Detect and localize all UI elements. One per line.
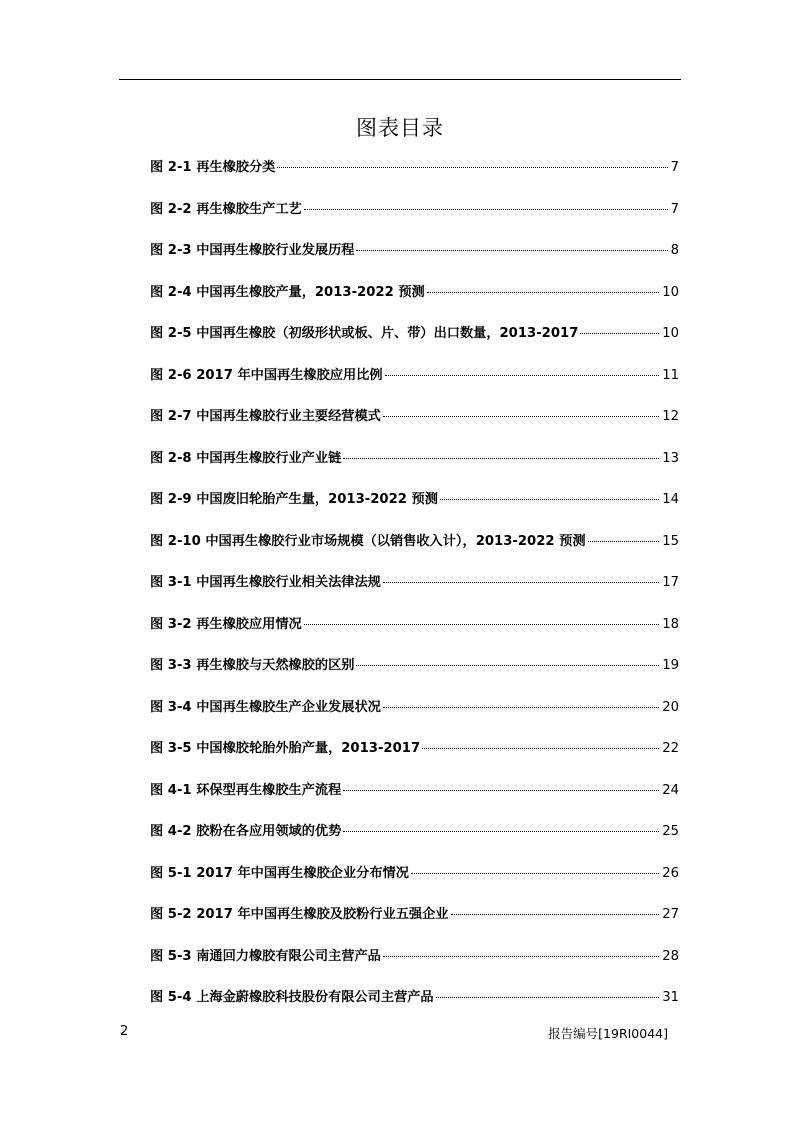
toc-dot-leader [304,624,660,625]
toc-entry-page-number[interactable]: 14 [662,492,679,507]
toc-entry-page-number[interactable]: 12 [662,409,679,424]
toc-entry-page-number[interactable]: 24 [662,782,679,798]
toc-entry-label[interactable]: 图 3-1 中国再生橡胶行业相关法律法规 [150,575,381,590]
toc-entry-page-number[interactable]: 7 [670,160,679,175]
toc-entry-label[interactable]: 图 3-3 再生橡胶与天然橡胶的区别 [150,658,355,673]
toc-entry-page-number[interactable]: 25 [662,824,679,839]
toc-dot-leader [343,790,659,791]
toc-entry-label[interactable]: 图 2-8 中国再生橡胶行业产业链 [150,450,342,466]
footer-page-number: 2 [120,1024,129,1039]
toc-dot-leader [588,541,660,542]
figure-toc-list [150,155,679,1027]
toc-dot-leader [436,997,660,998]
toc-entry[interactable] [150,570,679,612]
toc-entry-label[interactable]: 图 2-2 再生橡胶生产工艺 [150,201,302,217]
toc-entry-page-number[interactable]: 11 [662,367,679,383]
toc-dot-leader [383,956,659,957]
toc-entry-label[interactable]: 图 2-1 再生橡胶分类 [150,160,276,175]
header-rule [119,79,681,80]
toc-dot-leader [277,167,667,168]
toc-entry[interactable] [150,197,679,239]
page-title: 图表目录 [356,116,444,140]
toc-entry-label[interactable]: 图 2-3 中国再生橡胶行业发展历程 [150,243,355,258]
toc-entry-page-number[interactable]: 22 [662,741,679,756]
toc-dot-leader [343,458,659,459]
toc-entry-page-number[interactable]: 18 [662,616,679,632]
toc-entry[interactable] [150,653,679,695]
toc-entry-label[interactable]: 图 5-3 南通回力橡胶有限公司主营产品 [150,948,381,964]
toc-entry-page-number[interactable]: 27 [662,907,679,922]
toc-entry[interactable] [150,695,679,737]
toc-dot-leader [383,707,659,708]
toc-entry-page-number[interactable]: 8 [670,243,679,258]
toc-entry[interactable] [150,487,679,529]
toc-entry[interactable] [150,404,679,446]
toc-entry-page-number[interactable]: 28 [662,948,679,964]
toc-entry[interactable] [150,736,679,778]
toc-dot-leader [383,416,659,417]
toc-dot-leader [580,333,659,334]
toc-entry-label[interactable]: 图 3-4 中国再生橡胶生产企业发展状况 [150,699,381,715]
toc-dot-leader [383,582,659,583]
toc-entry[interactable] [150,985,679,1027]
toc-entry[interactable] [150,861,679,903]
toc-entry-label[interactable]: 图 2-4 中国再生橡胶产量，2013-2022 预测 [150,284,425,300]
toc-entry[interactable] [150,612,679,654]
toc-dot-leader [343,831,659,832]
toc-entry[interactable] [150,280,679,322]
toc-entry-page-number[interactable]: 10 [662,284,679,300]
toc-entry[interactable] [150,819,679,861]
toc-entry-page-number[interactable]: 10 [662,326,679,341]
toc-entry-page-number[interactable]: 13 [662,450,679,466]
toc-entry-label[interactable]: 图 2-6 2017 年中国再生橡胶应用比例 [150,367,383,383]
toc-entry-label[interactable]: 图 5-2 2017 年中国再生橡胶及胶粉行业五强企业 [150,907,449,922]
toc-dot-leader [427,292,659,293]
toc-entry[interactable] [150,155,679,197]
toc-entry-page-number[interactable]: 19 [662,658,679,673]
toc-entry[interactable] [150,238,679,280]
toc-entry-page-number[interactable]: 17 [662,575,679,590]
toc-dot-leader [422,748,659,749]
toc-entry[interactable] [150,902,679,944]
toc-entry-label[interactable]: 图 3-2 再生橡胶应用情况 [150,616,302,632]
toc-entry-label[interactable]: 图 2-10 中国再生橡胶行业市场规模（以销售收入计），2013-2022 预测 [150,533,586,549]
toc-entry[interactable] [150,363,679,405]
toc-entry-label[interactable]: 图 5-4 上海金蔚橡胶科技股份有限公司主营产品 [150,990,434,1005]
toc-dot-leader [440,499,659,500]
toc-dot-leader [411,873,659,874]
toc-entry-label[interactable]: 图 2-5 中国再生橡胶（初级形状或板、片、带）出口数量，2013-2017 [150,326,579,341]
toc-entry-page-number[interactable]: 15 [662,533,679,549]
toc-dot-leader [451,914,660,915]
toc-entry-label[interactable]: 图 4-2 胶粉在各应用领域的优势 [150,824,342,839]
toc-entry-label[interactable]: 图 2-7 中国再生橡胶行业主要经营模式 [150,409,381,424]
toc-entry[interactable] [150,529,679,571]
toc-entry-label[interactable]: 图 2-9 中国废旧轮胎产生量，2013-2022 预测 [150,492,438,507]
toc-dot-leader [356,250,667,251]
toc-entry-page-number[interactable]: 7 [670,201,679,217]
toc-entry-label[interactable]: 图 5-1 2017 年中国再生橡胶企业分布情况 [150,865,409,881]
toc-entry[interactable] [150,446,679,488]
toc-entry-label[interactable]: 图 3-5 中国橡胶轮胎外胎产量，2013-2017 [150,741,421,756]
toc-dot-leader [304,209,668,210]
toc-entry[interactable] [150,778,679,820]
toc-entry-page-number[interactable]: 20 [662,699,679,715]
toc-dot-leader [385,375,660,376]
toc-entry-page-number[interactable]: 31 [662,990,679,1005]
toc-dot-leader [356,665,659,666]
toc-entry-label[interactable]: 图 4-1 环保型再生橡胶生产流程 [150,782,342,798]
toc-entry[interactable] [150,321,679,363]
toc-entry[interactable] [150,944,679,986]
toc-entry-page-number[interactable]: 26 [662,865,679,881]
footer-report-id: 报告编号[19RI0044] [548,1026,668,1041]
